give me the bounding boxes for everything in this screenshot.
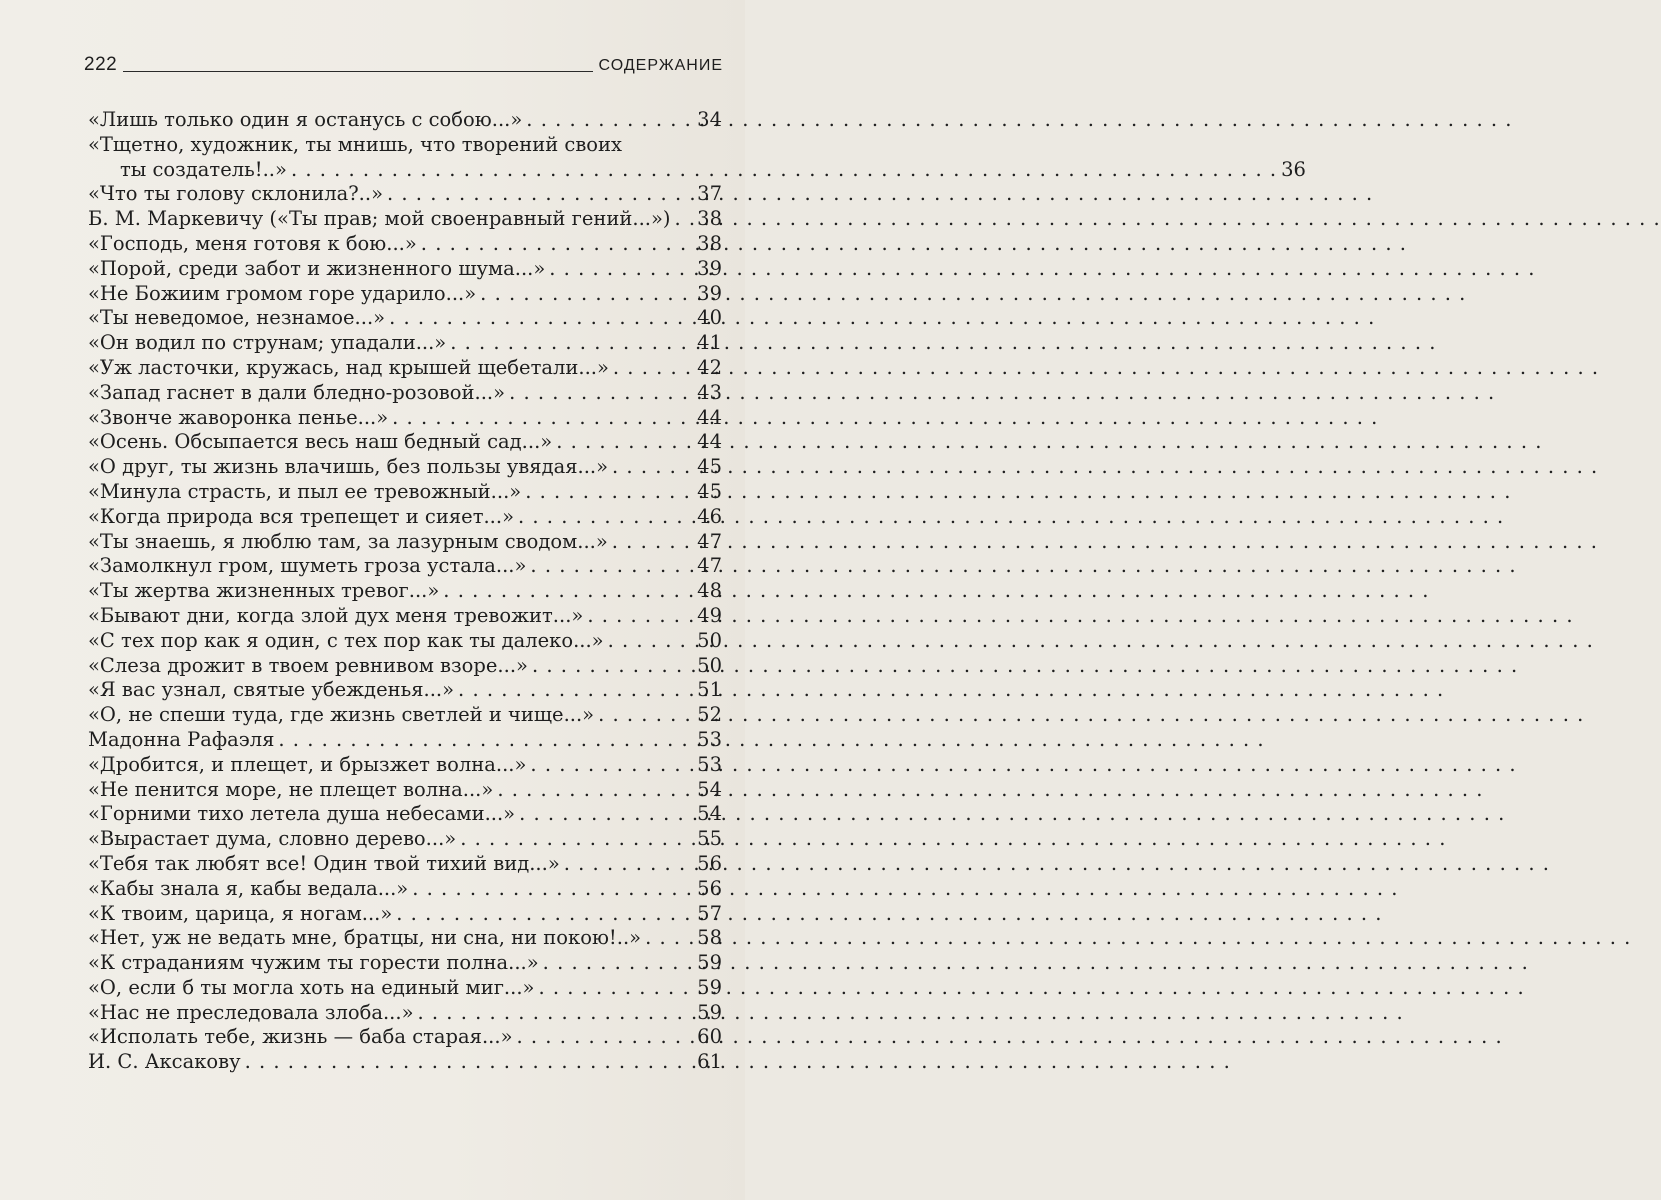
toc-page-number: 46 — [697, 504, 722, 528]
toc-entry — [88, 678, 722, 703]
toc-entry-row — [88, 827, 722, 852]
toc-entry-row — [88, 157, 1306, 183]
toc-page-number: 54 — [697, 802, 722, 826]
toc-page-number: 59 — [697, 951, 722, 975]
toc-entry-title: «Не Божиим громом горе ударило...» — [88, 281, 477, 305]
toc-entry — [88, 207, 722, 232]
toc-entry-row — [88, 306, 722, 331]
dot-leader — [412, 877, 692, 902]
toc-page-number: 42 — [697, 355, 722, 379]
toc-page-number: 47 — [697, 529, 722, 553]
toc-entry-title: «Звонче жаворонка пенье...» — [88, 405, 389, 429]
toc-entry — [88, 356, 722, 381]
toc-page-number: 37 — [697, 182, 722, 206]
toc-page-number: 49 — [697, 603, 722, 627]
toc-entry-row — [88, 108, 722, 133]
toc-entry-title: «Горними тихо летела душа небесами...» — [88, 802, 516, 826]
toc-entry-row — [88, 331, 722, 356]
dot-leader — [612, 530, 692, 555]
toc-entry-row — [88, 579, 722, 604]
toc-page-number: 60 — [697, 1025, 722, 1049]
toc-entry-title: «Уж ласточки, кружась, над крышей щебетали...» — [88, 355, 609, 379]
dot-leader — [509, 381, 692, 406]
toc-entry-title: «Осень. Обсыпается весь наш бедный сад...» — [88, 430, 553, 454]
dot-leader — [497, 778, 692, 803]
toc-entry — [88, 629, 722, 654]
toc-page-number: 36 — [1281, 157, 1306, 181]
dot-leader — [291, 158, 1277, 181]
toc-entry — [88, 331, 722, 356]
dot-leader — [519, 802, 692, 827]
toc-entry-title: «Исполать тебе, жизнь — баба старая...» — [88, 1025, 513, 1049]
toc-entry — [88, 554, 722, 579]
toc-entry — [88, 926, 722, 951]
toc-entry-title: «Дробится, и плещет, и брызжет волна...» — [88, 752, 527, 776]
toc-page-number: 45 — [697, 479, 722, 503]
toc-entry-title: «О друг, ты жизнь влачишь, без пользы увядая...» — [88, 455, 609, 479]
toc-entry-row — [88, 530, 722, 555]
toc-entry — [88, 530, 722, 555]
dot-leader — [645, 926, 692, 951]
toc-entry — [88, 753, 722, 778]
toc-entry-title: «С тех пор как я один, с тех пор как ты далеко...» — [88, 628, 604, 652]
toc-page-number: 38 — [697, 207, 722, 231]
toc-entry-title: «Я вас узнал, святые убежденья...» — [88, 678, 455, 702]
dot-leader — [480, 282, 692, 307]
toc-entry — [88, 1001, 722, 1026]
toc-entry — [88, 951, 722, 976]
toc-page-number: 43 — [697, 380, 722, 404]
toc-page-number: 48 — [697, 579, 722, 603]
toc-entry — [88, 282, 722, 307]
toc-entry-row — [88, 1025, 722, 1050]
dot-leader — [443, 579, 692, 604]
toc-page-number: 55 — [697, 827, 722, 851]
toc-page-number: 39 — [697, 281, 722, 305]
toc-entry-row — [88, 703, 722, 728]
dot-leader — [518, 505, 692, 530]
toc-page-number: 51 — [697, 678, 722, 702]
toc-page-number: 41 — [697, 331, 722, 355]
toc-entry-row — [88, 654, 722, 679]
toc-entry-title: Мадонна Рафаэля — [88, 727, 275, 751]
toc-entry-row — [88, 381, 722, 406]
toc-entry — [88, 480, 722, 505]
toc-entry — [88, 505, 722, 530]
toc-page-number: 45 — [697, 455, 722, 479]
toc-entry-title: «Запад гаснет в дали бледно-розовой...» — [88, 380, 506, 404]
dot-leader — [598, 703, 692, 728]
toc-entry — [88, 827, 722, 852]
toc-entry — [88, 406, 722, 431]
dot-leader — [538, 976, 692, 1001]
toc-page-number: 52 — [697, 703, 722, 727]
toc-entry-title: «Тщетно, художник, ты мнишь, что творений своих — [88, 132, 623, 156]
toc-entry-title: «Ты неведомое, незнамое...» — [88, 306, 386, 330]
toc-page-number: 40 — [697, 306, 722, 330]
dot-leader — [278, 728, 692, 753]
toc-entry — [88, 778, 722, 803]
dot-leader — [556, 430, 692, 455]
toc-page-number: 50 — [697, 653, 722, 677]
toc-entry-row — [88, 505, 722, 530]
toc-entry-title: «Тебя так любят все! Один твой тихий вид...» — [88, 851, 560, 875]
toc-entry — [88, 579, 722, 604]
toc-entry — [88, 1025, 722, 1050]
toc-entry-row — [88, 902, 722, 927]
toc-entry — [88, 430, 722, 455]
dot-leader — [613, 356, 692, 381]
dot-leader — [392, 406, 692, 431]
toc-entry-title: «К страданиям чужим ты горести полна...» — [88, 951, 539, 975]
toc-entry — [88, 654, 722, 679]
dot-leader — [418, 1001, 692, 1026]
toc-entry — [88, 182, 722, 207]
toc-entry — [88, 232, 722, 257]
toc-page-number: 47 — [697, 554, 722, 578]
dot-leader — [450, 331, 692, 356]
toc-page-number: 34 — [697, 108, 722, 131]
toc-page-number: 59 — [697, 975, 722, 999]
dot-leader — [564, 852, 692, 877]
dot-leader — [396, 902, 692, 927]
toc-entry-title: «Когда природа вся трепещет и сияет...» — [88, 504, 515, 528]
toc-entry-title: «Бывают дни, когда злой дух меня тревожит...» — [88, 603, 584, 627]
toc-entry-row — [88, 604, 722, 629]
toc-entry-row — [88, 753, 722, 778]
toc-entry-title: «О, не спеши туда, где жизнь светлей и чище...» — [88, 703, 595, 727]
toc-entry-row — [88, 951, 722, 976]
toc-entry — [88, 976, 722, 1001]
toc-page-number: 50 — [697, 628, 722, 652]
toc-entry-title: «Не пенится море, не плещет волна...» — [88, 777, 494, 801]
toc-entry-row — [88, 926, 722, 951]
page-number: 222 — [84, 54, 118, 75]
toc-page-number: 39 — [697, 256, 722, 280]
toc-entry-title: «О, если б ты могла хоть на единый миг...» — [88, 975, 535, 999]
toc-page-number: 44 — [697, 430, 722, 454]
toc-entry-row — [88, 430, 722, 455]
toc-entry-title: «Ты жертва жизненных тревог...» — [88, 579, 440, 603]
toc-entry-title: «К твоим, царица, я ногам...» — [88, 901, 393, 925]
dot-leader — [525, 480, 692, 505]
section-title: СОДЕРЖАНИЕ — [598, 57, 723, 74]
toc-entry-row — [88, 778, 722, 803]
toc-entry — [88, 902, 722, 927]
toc-entry-row — [88, 877, 722, 902]
toc-entry-title: «Нас не преследовала злоба...» — [88, 1000, 414, 1024]
toc-entry-row — [88, 455, 722, 480]
toc-entry-row — [88, 728, 722, 753]
toc-entry — [88, 455, 722, 480]
toc-page-number: 44 — [697, 405, 722, 429]
toc-entry-title: «Порой, среди забот и жизненного шума...» — [88, 256, 546, 280]
dot-leader — [526, 108, 692, 133]
toc-entry — [88, 703, 722, 728]
toc-entry-title: «Ты знаешь, я люблю там, за лазурным сводом...» — [88, 529, 608, 553]
toc-page-number: 38 — [697, 231, 722, 255]
toc-entry-title: «Он водил по струнам; упадали...» — [88, 331, 447, 355]
toc-entry-title: «Слеза дрожит в твоем ревнивом взоре...» — [88, 653, 528, 677]
toc-page-number: 59 — [697, 1000, 722, 1024]
toc-entry-row — [88, 554, 722, 579]
dot-leader — [460, 827, 692, 852]
toc-entry — [88, 604, 722, 629]
toc-entry-row — [88, 1001, 722, 1026]
toc-entry-title: «Замолкнул гром, шуметь гроза устала...» — [88, 554, 527, 578]
dot-leader — [245, 1050, 692, 1075]
toc-entry-row — [88, 406, 722, 431]
toc-page-number: 61 — [697, 1050, 722, 1074]
toc-entry-row — [88, 480, 722, 505]
header-rule — [123, 70, 592, 72]
toc-entry — [88, 852, 722, 877]
toc-page-number: 58 — [697, 926, 722, 950]
toc-page-number: 54 — [697, 777, 722, 801]
dot-leader — [532, 654, 692, 679]
toc-entry — [88, 877, 722, 902]
dot-leader — [543, 951, 692, 976]
dot-leader — [530, 753, 692, 778]
dot-leader — [612, 455, 692, 480]
dot-leader — [549, 257, 692, 282]
toc-entry-title: И. С. Аксакову — [88, 1050, 241, 1074]
toc-entry — [88, 108, 722, 133]
toc-entry-title: «Вырастает дума, словно дерево...» — [88, 827, 457, 851]
toc-entry-row — [88, 356, 722, 381]
toc-entry-row — [88, 678, 722, 703]
toc-page-number: 53 — [697, 727, 722, 751]
toc-page-number: 56 — [697, 876, 722, 900]
toc-entry — [88, 306, 722, 331]
toc-entry-title: «Что ты голову склонила?..» — [88, 182, 383, 206]
toc-entry — [88, 257, 722, 282]
toc-entry-title: «Лишь только один я останусь с собою...» — [88, 108, 523, 131]
toc-entry-row — [88, 232, 722, 257]
toc-entry-title: «Кабы знала я, кабы ведала...» — [88, 876, 409, 900]
toc-entry-title: Б. М. Маркевичу («Ты прав; мой своенравный гений...») — [88, 207, 671, 231]
toc-page-number: 56 — [697, 851, 722, 875]
toc-entry-title-continuation: ты создатель!..» — [120, 157, 287, 181]
toc-page-number: 57 — [697, 901, 722, 925]
toc-entry-row — [88, 852, 722, 877]
table-of-contents — [88, 108, 1306, 1075]
toc-entry-row — [88, 1050, 722, 1075]
toc-entry-row — [88, 257, 722, 282]
toc-entry-row — [88, 182, 722, 207]
toc-entry-title: «Господь, меня готовя к бою...» — [88, 231, 417, 255]
dot-leader — [530, 554, 692, 579]
toc-entry-row — [88, 207, 722, 232]
toc-entry-row — [88, 282, 722, 307]
toc-entry — [88, 728, 722, 753]
toc-entry-title: «Минула страсть, и пыл ее тревожный...» — [88, 479, 522, 503]
dot-leader — [517, 1025, 693, 1050]
toc-entry-title: «Нет, уж не ведать мне, братцы, ни сна, ни покою!..» — [88, 926, 642, 950]
toc-entry-row — [88, 629, 722, 654]
toc-page-number: 53 — [697, 752, 722, 776]
dot-leader — [608, 629, 692, 654]
toc-entry — [88, 1050, 722, 1075]
dot-leader — [675, 207, 692, 232]
toc-entry — [88, 132, 1306, 183]
running-header — [84, 48, 723, 74]
dot-leader — [387, 182, 692, 207]
dot-leader — [421, 232, 692, 257]
dot-leader — [389, 306, 692, 331]
toc-entry-row — [88, 976, 722, 1001]
dot-leader — [458, 678, 692, 703]
dot-leader — [587, 604, 692, 629]
toc-entry — [88, 381, 722, 406]
toc-entry-row — [88, 802, 722, 827]
toc-entry — [88, 802, 722, 827]
